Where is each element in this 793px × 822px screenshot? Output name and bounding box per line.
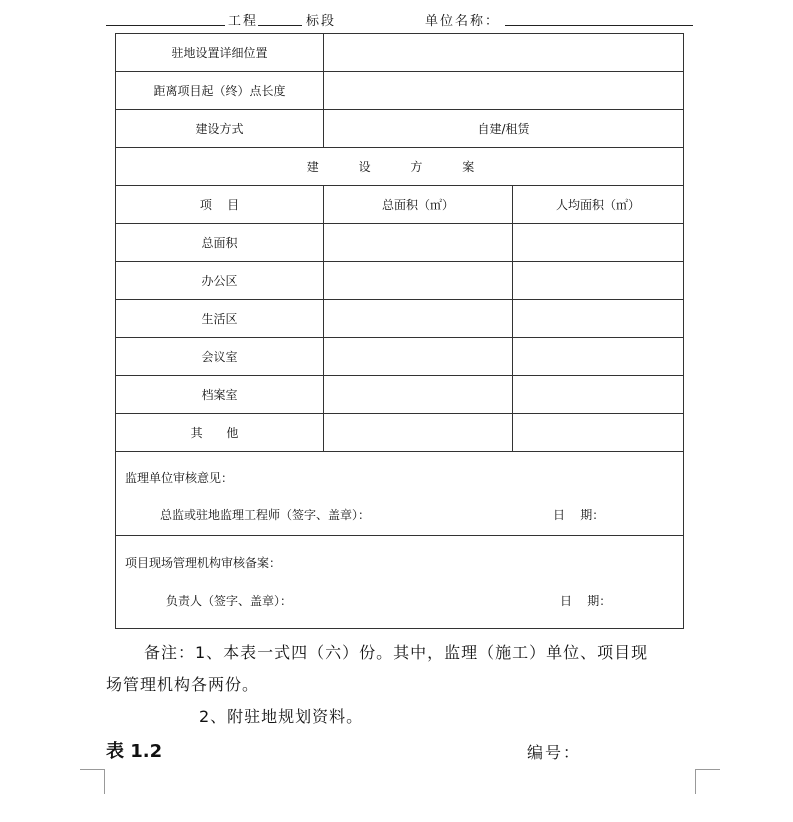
row-per-capita	[513, 224, 684, 262]
form-header	[0, 8, 793, 30]
row-total	[324, 262, 513, 300]
build-mode-value: 自建/租赁	[324, 110, 684, 148]
row-per-capita	[513, 376, 684, 414]
crop-mark-right	[695, 769, 720, 794]
table-number-label: 表 1.2	[106, 741, 163, 762]
table-row	[116, 338, 684, 376]
unit-name-label: 单位名称：	[425, 14, 501, 29]
plan-title: 建 设 方 案	[116, 148, 684, 186]
location-label: 驻地设置详细位置	[116, 34, 324, 72]
row-per-capita	[513, 338, 684, 376]
project-blank	[106, 25, 225, 26]
row-item: 会议室	[116, 338, 324, 376]
row-total	[324, 300, 513, 338]
camp-setup-table	[115, 33, 684, 629]
site-management-date-label: 日 期：	[560, 594, 612, 608]
column-header-total-area: 总面积（㎡）	[324, 186, 513, 224]
row-total	[324, 414, 513, 452]
project-label: 工程	[228, 14, 259, 29]
crop-mark-left	[80, 769, 105, 794]
row-total	[324, 338, 513, 376]
section-label: 标段	[306, 14, 337, 29]
supervision-date-label: 日 期：	[553, 508, 605, 522]
row-per-capita	[513, 262, 684, 300]
supervision-opinion-cell	[116, 452, 684, 536]
supervision-opinion-title: 监理单位审核意见：	[125, 471, 234, 485]
note-line-1: 备注：1、本表一式四（六）份。其中，监理（施工）单位、项目现	[144, 643, 649, 662]
serial-number-label: 编号：	[527, 743, 582, 762]
column-header-item: 项 目	[116, 186, 324, 224]
row-item: 办公区	[116, 262, 324, 300]
site-management-cell	[116, 536, 684, 629]
row-total	[324, 224, 513, 262]
row-total	[324, 376, 513, 414]
distance-label: 距离项目起（终）点长度	[116, 72, 324, 110]
section-blank	[258, 25, 302, 26]
build-mode-label: 建设方式	[116, 110, 324, 148]
distance-value	[324, 72, 684, 110]
column-header-per-capita-area: 人均面积（㎡）	[513, 186, 684, 224]
table-row	[116, 376, 684, 414]
row-per-capita	[513, 414, 684, 452]
note-line-3: 2、附驻地规划资料。	[199, 707, 364, 726]
row-item: 总面积	[116, 224, 324, 262]
supervision-sign-label: 总监或驻地监理工程师（签字、盖章）：	[160, 508, 371, 522]
table-row	[116, 300, 684, 338]
row-item: 档案室	[116, 376, 324, 414]
row-per-capita	[513, 300, 684, 338]
table-row	[116, 414, 684, 452]
note-line-2: 场管理机构各两份。	[106, 675, 260, 694]
row-item: 生活区	[116, 300, 324, 338]
table-row	[116, 262, 684, 300]
location-value	[324, 34, 684, 72]
table-row	[116, 224, 684, 262]
row-item: 其 他	[116, 414, 324, 452]
site-management-title: 项目现场管理机构审核备案：	[125, 556, 282, 570]
unit-name-blank	[505, 25, 693, 26]
site-management-sign-label: 负责人（签字、盖章）：	[166, 594, 293, 608]
